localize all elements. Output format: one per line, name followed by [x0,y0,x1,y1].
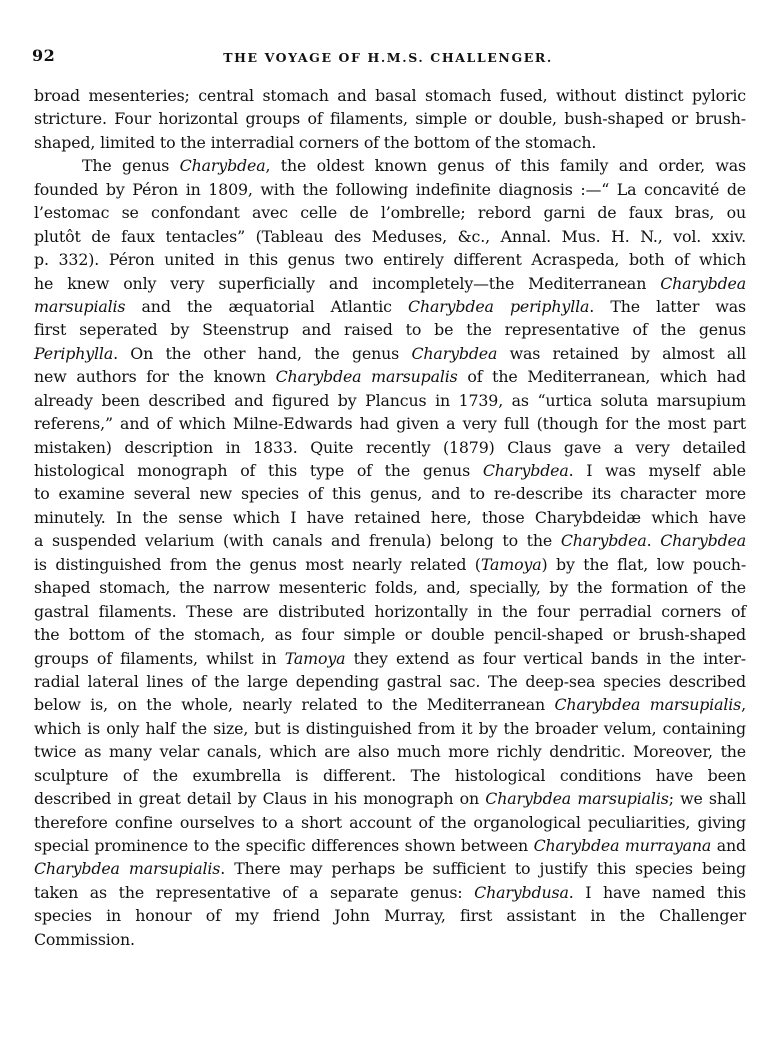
text-segment: to examine several new species of this genus, and to re-describe its character more [34,484,746,504]
text-segment: histological monograph of this type of the genus [34,461,483,480]
text-segment: described in great detail by Claus in his monograph on [34,789,486,809]
text-segment: taken as the representative of a separate genus: [34,882,475,902]
text-segment: species in honour of my friend John Murray, first assistant in the Challenger [34,906,746,926]
text-segment: minutely. In the sense which I have retained here, those Charybdeidæ which have [34,507,746,527]
italic-text: Charybdea [482,461,569,480]
text-line [34,436,746,459]
text-segment: mistaken) description in 1833. Quite recently (1879) Claus gave a very detailed [34,437,746,457]
text-line [34,693,746,716]
text-segment: ) by the flat, low pouch- [541,554,747,574]
text-line [34,928,746,951]
text-segment: Commission. [34,929,135,949]
text-segment: l’estomac se confondant avec celle de l’ombrelle; rebord garni de faux bras, ou [34,203,746,223]
text-line [34,225,746,248]
text-line [34,295,746,318]
italic-text: Charybdea marsupialis [554,695,742,715]
body-text [34,84,746,951]
text-line [34,529,746,552]
text-segment: groups of filaments, whilst in [34,648,285,668]
text-segment: new authors for the known [34,367,276,387]
text-line [34,670,746,693]
text-line [34,342,746,365]
italic-text: Charybdusa [474,882,569,902]
text-line [34,506,746,529]
text-line [34,412,746,435]
text-segment: . The latter was [589,296,747,316]
text-segment: . I was myself able [568,461,747,480]
text-segment: plutôt de faux tentacles” (Tableau des Meduses, &c., Annal. Mus. H. N., vol. xxiv. [34,226,746,246]
text-segment: , [741,695,746,715]
text-segment: . On the other hand, the genus [113,343,412,363]
text-line [34,365,746,388]
text-segment: and [711,836,746,855]
text-line [34,717,746,740]
text-segment: ; we shall [668,789,746,809]
text-segment: first seperated by Steenstrup and raised to be the representative of the genus [34,320,746,340]
text-line [34,201,746,224]
italic-text: Charybdea [560,531,647,551]
text-line [34,318,746,341]
text-line [34,154,746,177]
italic-text: Charybdea marsupialis [485,789,669,809]
italic-text: Charybdea marsupalis [275,367,458,387]
text-segment: twice as many velar canals, which are also much more richly dendritic. Moreover, the [34,742,746,762]
italic-text: Charybdea marsupialis [34,859,221,879]
text-segment: they extend as four vertical bands in the inter- [345,648,746,668]
text-segment: special prominence to the specific differences shown between [34,836,534,855]
text-line [34,107,746,130]
text-segment: of the Mediterranean, which had [457,367,747,387]
italic-text: Charybdea [660,531,746,551]
text-segment: , the oldest known genus of this family and order, was [265,156,746,176]
text-segment: the bottom of the stomach, as four simple or double pencil-shaped or brush-shaped [34,625,746,645]
text-segment: below is, on the whole, nearly related to the Mediterranean [34,695,555,715]
text-segment: and the æquatorial Atlantic [125,296,409,316]
page-number: 92 [32,46,56,65]
italic-text: Periphylla [34,343,114,363]
text-segment: . [646,531,661,551]
text-segment: The genus [82,156,180,176]
italic-text: Charybdea [179,156,266,176]
text-segment: sculpture of the exumbrella is different. The histological conditions have been [34,765,746,785]
text-segment: . There may perhaps be sufficient to justify this species being [220,859,746,879]
italic-text: Tamoya [480,554,542,574]
text-line [34,834,746,857]
text-segment: p. 332). Péron united in this genus two entirely different Acraspeda, both of which [34,250,746,270]
text-segment: founded by Péron in 1809, with the following indefinite diagnosis :—“ La concavité de [34,179,746,199]
italic-text: Tamoya [284,648,346,668]
text-line [34,131,746,154]
text-line [34,248,746,271]
italic-text: Charybdea [660,273,746,293]
text-line [34,623,746,646]
text-line [34,178,746,201]
text-segment: . I have named this [568,882,746,902]
text-line [34,904,746,927]
italic-text: marsupialis [34,296,126,316]
italic-text: Charybdea periphylla [408,296,590,316]
text-line [34,811,746,834]
text-segment: gastral filaments. These are distributed horizontally in the four perradial corners of [34,601,746,621]
text-line [34,84,746,107]
running-title: THE VOYAGE OF H.M.S. CHALLENGER. [223,50,553,65]
italic-text: Charybdea murrayana [533,836,712,855]
text-line [34,553,746,576]
text-line [34,787,746,810]
text-segment: shaped stomach, the narrow mesenteric folds, and, specially, by the formation of the [34,578,746,598]
text-line [34,740,746,763]
text-line [34,881,746,904]
text-line [34,857,746,880]
text-line [34,272,746,295]
text-segment: a suspended velarium (with canals and frenula) belong to the [34,531,561,551]
text-line [34,459,746,482]
text-segment: therefore confine ourselves to a short account of the organological peculiarities, giving [34,812,746,832]
text-line [34,576,746,599]
italic-text: Charybdea [411,343,498,363]
text-segment: which is only half the size, but is distinguished from it by the broader velum, containing [34,718,746,738]
text-segment: is distinguished from the genus most nearly related ( [34,554,481,574]
text-segment: shaped, limited to the interradial corners of the bottom of the stomach. [34,132,597,152]
text-segment: referens,” and of which Milne-Edwards had given a very full (though for the most part [34,414,746,434]
text-segment: he knew only very superficially and incompletely—the Mediterranean [34,273,661,293]
text-segment: broad mesenteries; central stomach and basal stomach fused, without distinct pyloric [34,86,746,105]
text-line [34,764,746,787]
text-line [34,482,746,505]
text-segment: radial lateral lines of the large depending gastral sac. The deep-sea species described [34,671,746,691]
text-segment: stricture. Four horizontal groups of filaments, simple or double, bush-shaped or brush- [34,109,746,129]
text-line [34,389,746,412]
text-segment: already been described and figured by Plancus in 1739, as “urtica soluta marsupium [34,390,746,410]
text-line [34,647,746,670]
text-segment: was retained by almost all [497,343,746,363]
text-line [34,600,746,623]
